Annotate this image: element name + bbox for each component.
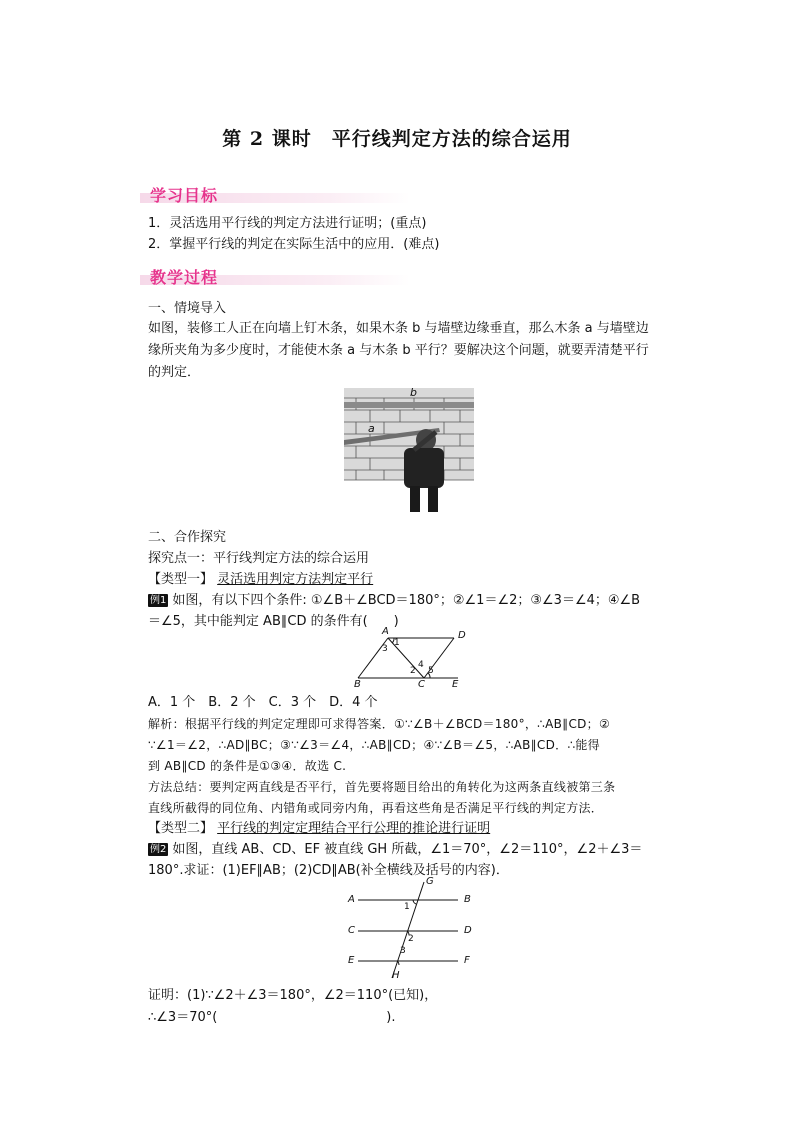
part1-paragraph: 如图，装修工人正在向墙上钉木条，如果木条 b 与墙壁边缘垂直，那么木条 a 与墙壁边缘所夹角为多少度时，才能使木条 a 与木条 b 平行？要解决这个问题，就要弄清楚平行的判定． bbox=[148, 321, 649, 380]
analysis-line-1: 解析：根据平行线的判定定理即可求得答案．①∵∠B＋∠BCD＝180°，∴AB∥CD；② bbox=[148, 717, 611, 731]
fig1-label-C: C bbox=[418, 679, 425, 690]
fig1-label-B: B bbox=[354, 679, 361, 690]
example2-line2: 180°.求证：(1)EF∥AB；(2)CD∥AB(补全横线及括号的内容)． bbox=[148, 863, 509, 878]
fig2-label-A: A bbox=[348, 894, 355, 905]
fig1-label-A: A bbox=[382, 626, 389, 637]
photo-label-b: b bbox=[410, 386, 417, 399]
fig1-angle-4: 4 bbox=[418, 660, 424, 670]
example1-badge: 例1 bbox=[150, 595, 167, 606]
section-banner-process bbox=[140, 265, 420, 291]
proof-line-1: 证明：(1)∵∠2＋∠3＝180°，∠2＝110°(已知)， bbox=[148, 988, 438, 1003]
method-line-1: 方法总结：要判定两直线是否平行，首先要将题目给出的角转化为这两条直线被第三条 bbox=[148, 780, 616, 794]
method-line-2: 直线所截得的同位角、内错角或同旁内角，再看这些角是否满足平行线的判定方法． bbox=[148, 801, 604, 815]
example1-text1: 如图，有以下四个条件: ①∠B＋∠BCD＝180°；②∠1＝∠2；③∠3＝∠4；④∠B bbox=[172, 593, 641, 608]
worker-wall-photo bbox=[344, 388, 474, 516]
analysis-line-2: ∵∠1＝∠2，∴AD∥BC；③∵∠3＝∠4，∴AB∥CD；④∵∠B＝∠5，∴AB∥CD．∴能得 bbox=[148, 738, 600, 752]
type1-prefix: 【类型一】 bbox=[148, 572, 214, 587]
type2-heading bbox=[148, 819, 490, 839]
fig2-label-F: F bbox=[464, 955, 470, 966]
fig2-angle-3: 3 bbox=[400, 946, 406, 956]
part2-heading: 二、合作探究 bbox=[148, 530, 227, 545]
fig2-label-G: G bbox=[426, 876, 434, 887]
fig2-angle-2: 2 bbox=[408, 934, 414, 944]
type2-prefix: 【类型二】 bbox=[148, 821, 214, 836]
proof-line-2: ∴∠3＝70°( ). bbox=[148, 1010, 396, 1025]
part1-heading: 一、情境导入 bbox=[148, 301, 227, 316]
fig1-angle-2: 2 bbox=[410, 666, 416, 676]
example1-line2: ＝∠5，其中能判定 AB∥CD 的条件有( ) bbox=[148, 614, 399, 629]
example2-text1: 如图，直线 AB、CD、EF 被直线 GH 所截，∠1＝70°，∠2＝110°，∠2＋∠3＝ bbox=[172, 842, 643, 857]
fig1-label-D: D bbox=[458, 630, 466, 641]
fig1-angle-3: 3 bbox=[382, 644, 388, 654]
example1-line1 bbox=[148, 591, 640, 611]
example2-badge: 例2 bbox=[150, 844, 167, 855]
fig2-label-E: E bbox=[348, 955, 355, 966]
fig1-label-E: E bbox=[452, 679, 459, 690]
explore-point-1: 探究点一：平行线判定方法的综合运用 bbox=[148, 551, 370, 566]
fig1-angle-1: 1 bbox=[394, 638, 400, 648]
fig2-label-C: C bbox=[348, 925, 355, 936]
section-title-goals: 学习目标 bbox=[150, 186, 219, 205]
page-title: 第 2 课时 平行线判定方法的综合运用 bbox=[222, 128, 572, 150]
example1-options: A．1 个 B．2 个 C．3 个 D．4 个 bbox=[148, 695, 378, 710]
goal-item-2: 2．掌握平行线的判定在实际生活中的应用．(难点) bbox=[148, 237, 440, 252]
section-banner-goals bbox=[140, 183, 420, 209]
section-title-process: 教学过程 bbox=[150, 268, 219, 287]
goal-item-1: 1．灵活选用平行线的判定方法进行证明；(重点) bbox=[148, 216, 427, 231]
fig1-angle-5: 5 bbox=[428, 666, 434, 676]
photo-label-a: a bbox=[368, 422, 375, 435]
type1-text: 灵活选用判定方法判定平行 bbox=[217, 572, 374, 587]
fig2-label-H: H bbox=[392, 970, 400, 981]
fig2-label-B: B bbox=[464, 894, 471, 905]
fig2-angle-1: 1 bbox=[404, 902, 410, 912]
example2-line1 bbox=[148, 840, 642, 860]
figure-parallelogram bbox=[354, 626, 474, 692]
analysis-line-3: 到 AB∥CD 的条件是①③④．故选 C. bbox=[148, 759, 347, 773]
type2-text: 平行线的判定定理结合平行公理的推论进行证明 bbox=[217, 821, 491, 836]
fig2-label-D: D bbox=[464, 925, 472, 936]
type1-heading bbox=[148, 570, 373, 590]
figure-parallel-lines bbox=[346, 878, 480, 984]
